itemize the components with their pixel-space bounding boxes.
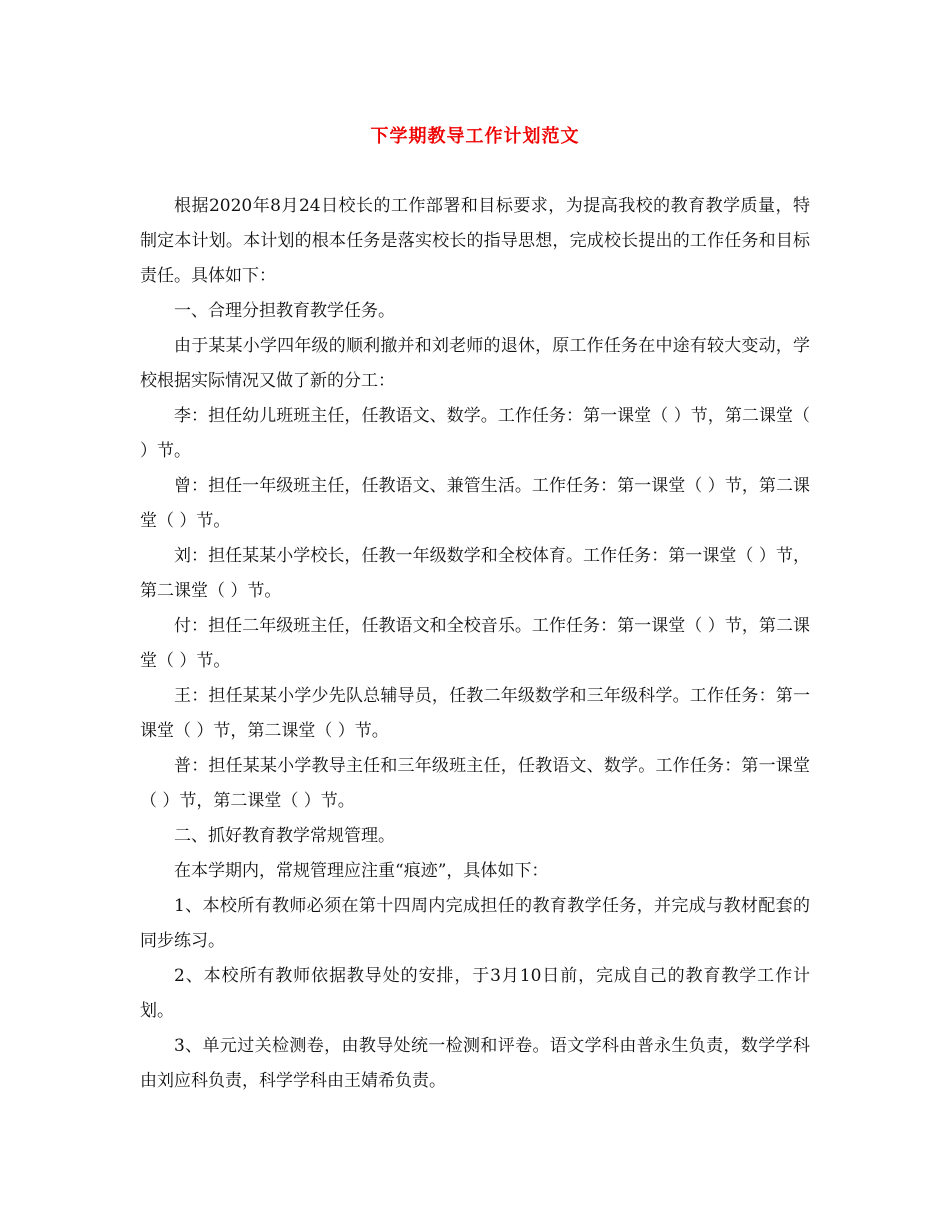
document-title: 下学期教导工作计划范文	[370, 126, 580, 147]
teacher-assignment-pu: 普：担任某某小学教导主任和三年级班主任，任教语文、数学。工作任务：第一课堂（ ）节，第二课堂（ ）节。	[140, 756, 810, 811]
teacher-assignment-liu: 刘：担任某某小学校长，任教一年级数学和全校体育。工作任务：第一课堂（ ）节，第二课堂（ ）节。	[140, 546, 810, 601]
teacher-assignment-wang: 王：担任某某小学少先队总辅导员，任教二年级数学和三年级科学。工作任务：第一课堂（ ）节，第二课堂（ ）节。	[140, 686, 810, 741]
paragraph-routine-intro: 在本学期内，常规管理应注重“痕迹”，具体如下：	[174, 861, 549, 881]
list-item-1: 1、本校所有教师必须在第十四周内完成担任的教育教学任务，并完成与教材配套的同步练习。	[140, 896, 810, 951]
teacher-assignment-li: 李：担任幼儿班班主任，任教语文、数学。工作任务：第一课堂（ ）节，第二课堂（ ）节。	[140, 406, 810, 461]
list-item-3: 3、单元过关检测卷，由教导处统一检测和评卷。语文学科由普永生负责，数学学科由刘应科负责，科学学科由王婧希负责。	[140, 1036, 810, 1091]
teacher-assignment-zeng: 曾：担任一年级班主任，任教语文、兼管生活。工作任务：第一课堂（ ）节，第二课堂（ ）节。	[140, 476, 810, 531]
intro-paragraph: 根据2020年8月24日校长的工作部署和目标要求，为提高我校的教育教学质量，特制定本计划。本计划的根本任务是落实校长的指导思想，完成校长提出的工作任务和目标责任。具体如下：	[140, 196, 810, 286]
list-item-2: 2、本校所有教师依据教导处的安排，于3月10日前，完成自己的教育教学工作计划。	[140, 966, 810, 1021]
paragraph-reassignment: 由于某某小学四年级的顺利撤并和刘老师的退休，原工作任务在中途有较大变动，学校根据实际情况又做了新的分工：	[140, 336, 810, 391]
section-heading-2: 二、抓好教育教学常规管理。	[174, 826, 395, 846]
section-heading-1: 一、合理分担教育教学任务。	[174, 301, 395, 321]
document-body	[140, 189, 810, 1099]
teacher-assignment-fu: 付：担任二年级班主任，任教语文和全校音乐。工作任务：第一课堂（ ）节，第二课堂（ ）节。	[140, 616, 810, 671]
